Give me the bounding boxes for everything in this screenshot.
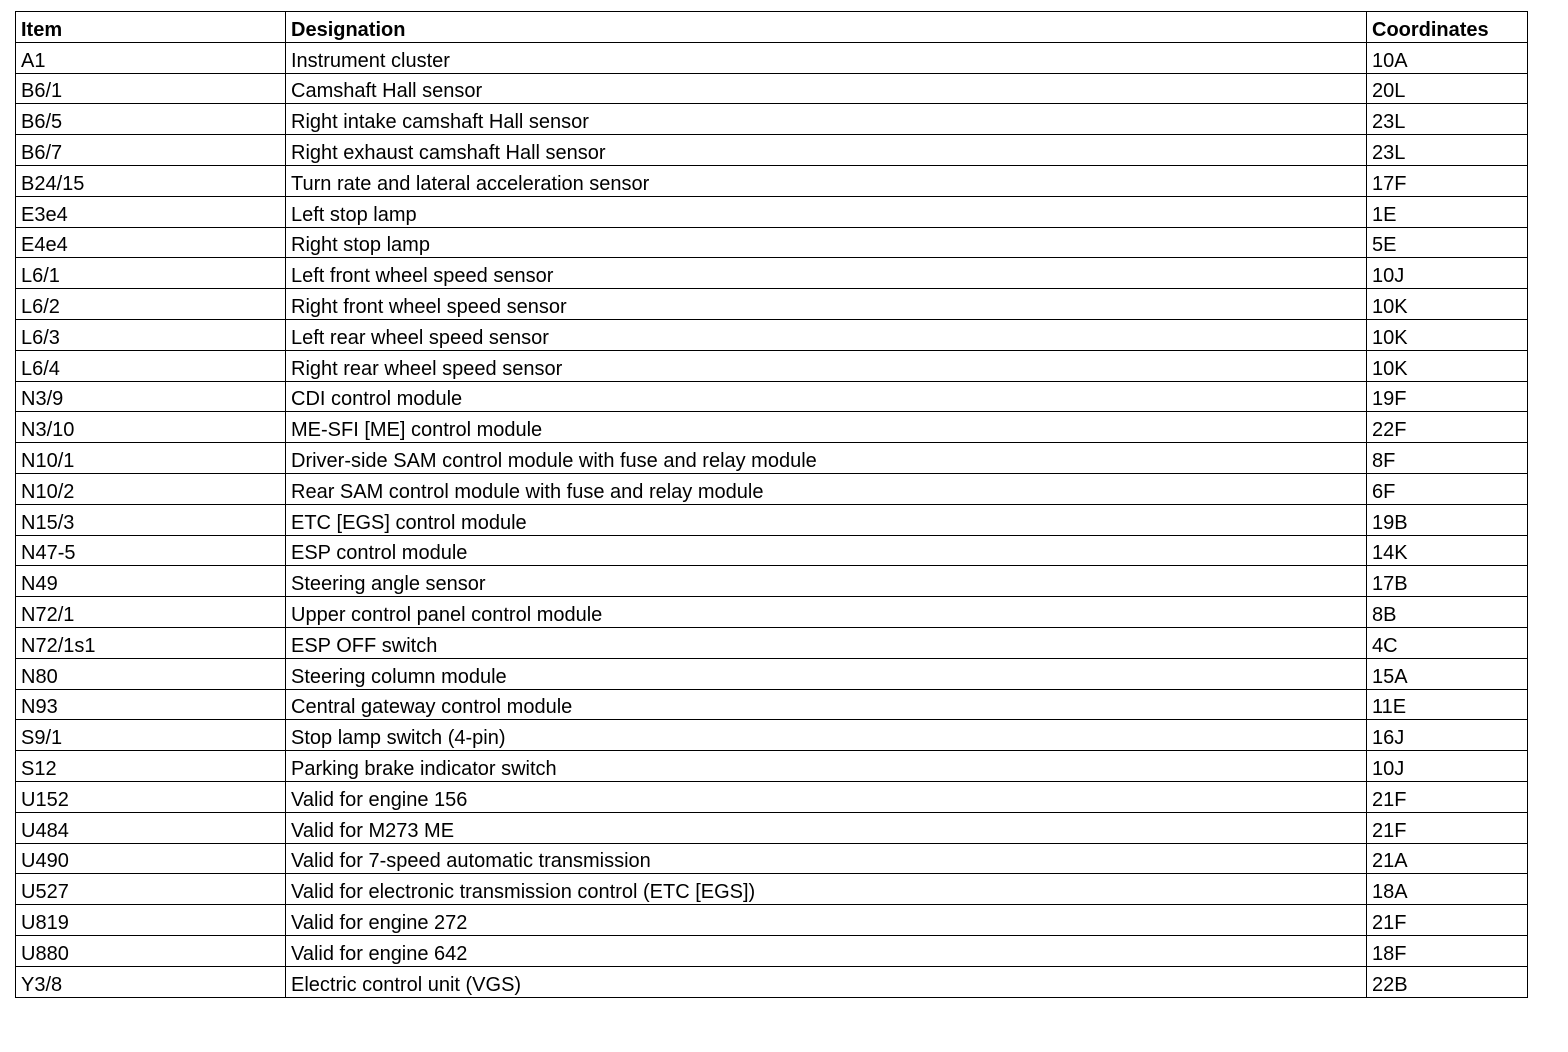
header-row <box>16 12 1528 43</box>
designation-cell: Electric control unit (VGS) <box>286 966 1367 997</box>
coordinates-cell: 20L <box>1367 73 1528 104</box>
coordinates-cell: 18F <box>1367 935 1528 966</box>
designation-cell: Turn rate and lateral acceleration sensor <box>286 165 1367 196</box>
designation-column-header: Designation <box>286 12 1367 43</box>
coordinates-cell: 10K <box>1367 289 1528 320</box>
item-cell: U490 <box>16 843 286 874</box>
item-cell: N15/3 <box>16 504 286 535</box>
designation-cell: Valid for engine 272 <box>286 905 1367 936</box>
table-row <box>16 812 1528 843</box>
item-cell: B6/5 <box>16 104 286 135</box>
coordinates-cell: 4C <box>1367 627 1528 658</box>
item-cell: E4e4 <box>16 227 286 258</box>
item-cell: E3e4 <box>16 196 286 227</box>
item-cell: B24/15 <box>16 165 286 196</box>
table-row <box>16 73 1528 104</box>
table-row <box>16 720 1528 751</box>
coordinates-cell: 23L <box>1367 135 1528 166</box>
coordinates-cell: 10K <box>1367 319 1528 350</box>
table-row <box>16 196 1528 227</box>
table-row <box>16 504 1528 535</box>
item-cell: L6/3 <box>16 319 286 350</box>
table-row <box>16 104 1528 135</box>
item-cell: S12 <box>16 751 286 782</box>
coordinates-cell: 5E <box>1367 227 1528 258</box>
item-cell: B6/7 <box>16 135 286 166</box>
designation-cell: Upper control panel control module <box>286 597 1367 628</box>
item-cell: U880 <box>16 935 286 966</box>
designation-cell: Right exhaust camshaft Hall sensor <box>286 135 1367 166</box>
table-row <box>16 381 1528 412</box>
designation-cell: ETC [EGS] control module <box>286 504 1367 535</box>
designation-cell: Steering angle sensor <box>286 566 1367 597</box>
table-row <box>16 905 1528 936</box>
table-row <box>16 412 1528 443</box>
table-row <box>16 689 1528 720</box>
table-row <box>16 443 1528 474</box>
table-row <box>16 227 1528 258</box>
table-row <box>16 627 1528 658</box>
item-cell: N47-5 <box>16 535 286 566</box>
designation-cell: Steering column module <box>286 658 1367 689</box>
coordinates-cell: 19B <box>1367 504 1528 535</box>
item-cell: N72/1s1 <box>16 627 286 658</box>
coordinates-cell: 10J <box>1367 751 1528 782</box>
designation-cell: Valid for engine 642 <box>286 935 1367 966</box>
designation-cell: Right rear wheel speed sensor <box>286 350 1367 381</box>
item-cell: L6/4 <box>16 350 286 381</box>
component-legend-table <box>15 11 1528 998</box>
coordinates-cell: 21F <box>1367 812 1528 843</box>
item-cell: N10/1 <box>16 443 286 474</box>
designation-cell: Valid for 7-speed automatic transmission <box>286 843 1367 874</box>
item-cell: B6/1 <box>16 73 286 104</box>
item-cell: N3/10 <box>16 412 286 443</box>
item-cell: N93 <box>16 689 286 720</box>
coordinates-cell: 1E <box>1367 196 1528 227</box>
item-cell: N49 <box>16 566 286 597</box>
item-cell: U152 <box>16 781 286 812</box>
table-row <box>16 135 1528 166</box>
designation-cell: Valid for M273 ME <box>286 812 1367 843</box>
coordinates-cell: 8F <box>1367 443 1528 474</box>
item-cell: N80 <box>16 658 286 689</box>
coordinates-cell: 23L <box>1367 104 1528 135</box>
coordinates-cell: 15A <box>1367 658 1528 689</box>
table-row <box>16 658 1528 689</box>
designation-cell: Rear SAM control module with fuse and relay module <box>286 473 1367 504</box>
designation-cell: CDI control module <box>286 381 1367 412</box>
item-cell: A1 <box>16 42 286 73</box>
table-row <box>16 966 1528 997</box>
coordinates-cell: 19F <box>1367 381 1528 412</box>
coordinates-cell: 11E <box>1367 689 1528 720</box>
designation-cell: Left stop lamp <box>286 196 1367 227</box>
coordinates-cell: 17F <box>1367 165 1528 196</box>
coordinates-cell: 10A <box>1367 42 1528 73</box>
coordinates-cell: 21F <box>1367 905 1528 936</box>
designation-cell: Right front wheel speed sensor <box>286 289 1367 320</box>
table-row <box>16 42 1528 73</box>
designation-cell: Parking brake indicator switch <box>286 751 1367 782</box>
designation-cell: Left rear wheel speed sensor <box>286 319 1367 350</box>
coordinates-cell: 17B <box>1367 566 1528 597</box>
item-column-header: Item <box>16 12 286 43</box>
table-row <box>16 535 1528 566</box>
table-row <box>16 350 1528 381</box>
designation-cell: ME-SFI [ME] control module <box>286 412 1367 443</box>
coordinates-cell: 10K <box>1367 350 1528 381</box>
coordinates-cell: 10J <box>1367 258 1528 289</box>
table-row <box>16 289 1528 320</box>
designation-cell: ESP control module <box>286 535 1367 566</box>
table-row <box>16 781 1528 812</box>
item-cell: U819 <box>16 905 286 936</box>
designation-cell: Right intake camshaft Hall sensor <box>286 104 1367 135</box>
item-cell: Y3/8 <box>16 966 286 997</box>
item-cell: L6/1 <box>16 258 286 289</box>
item-cell: N3/9 <box>16 381 286 412</box>
coordinates-cell: 18A <box>1367 874 1528 905</box>
designation-cell: Valid for electronic transmission control (ETC [EGS]) <box>286 874 1367 905</box>
table-row <box>16 566 1528 597</box>
table-row <box>16 935 1528 966</box>
coordinates-cell: 21F <box>1367 781 1528 812</box>
item-cell: U484 <box>16 812 286 843</box>
table-row <box>16 319 1528 350</box>
item-cell: N10/2 <box>16 473 286 504</box>
designation-cell: ESP OFF switch <box>286 627 1367 658</box>
table-row <box>16 165 1528 196</box>
designation-cell: Left front wheel speed sensor <box>286 258 1367 289</box>
coordinates-column-header: Coordinates <box>1367 12 1528 43</box>
designation-cell: Instrument cluster <box>286 42 1367 73</box>
coordinates-cell: 21A <box>1367 843 1528 874</box>
item-cell: S9/1 <box>16 720 286 751</box>
designation-cell: Camshaft Hall sensor <box>286 73 1367 104</box>
coordinates-cell: 16J <box>1367 720 1528 751</box>
table-row <box>16 874 1528 905</box>
coordinates-cell: 8B <box>1367 597 1528 628</box>
coordinates-cell: 22F <box>1367 412 1528 443</box>
coordinates-cell: 6F <box>1367 473 1528 504</box>
item-cell: U527 <box>16 874 286 905</box>
item-cell: L6/2 <box>16 289 286 320</box>
coordinates-cell: 14K <box>1367 535 1528 566</box>
table-row <box>16 258 1528 289</box>
table-body <box>16 42 1528 997</box>
table-row <box>16 843 1528 874</box>
designation-cell: Driver-side SAM control module with fuse and relay module <box>286 443 1367 474</box>
table-row <box>16 597 1528 628</box>
table-row <box>16 473 1528 504</box>
table-row <box>16 751 1528 782</box>
designation-cell: Right stop lamp <box>286 227 1367 258</box>
designation-cell: Central gateway control module <box>286 689 1367 720</box>
designation-cell: Valid for engine 156 <box>286 781 1367 812</box>
item-cell: N72/1 <box>16 597 286 628</box>
designation-cell: Stop lamp switch (4-pin) <box>286 720 1367 751</box>
coordinates-cell: 22B <box>1367 966 1528 997</box>
